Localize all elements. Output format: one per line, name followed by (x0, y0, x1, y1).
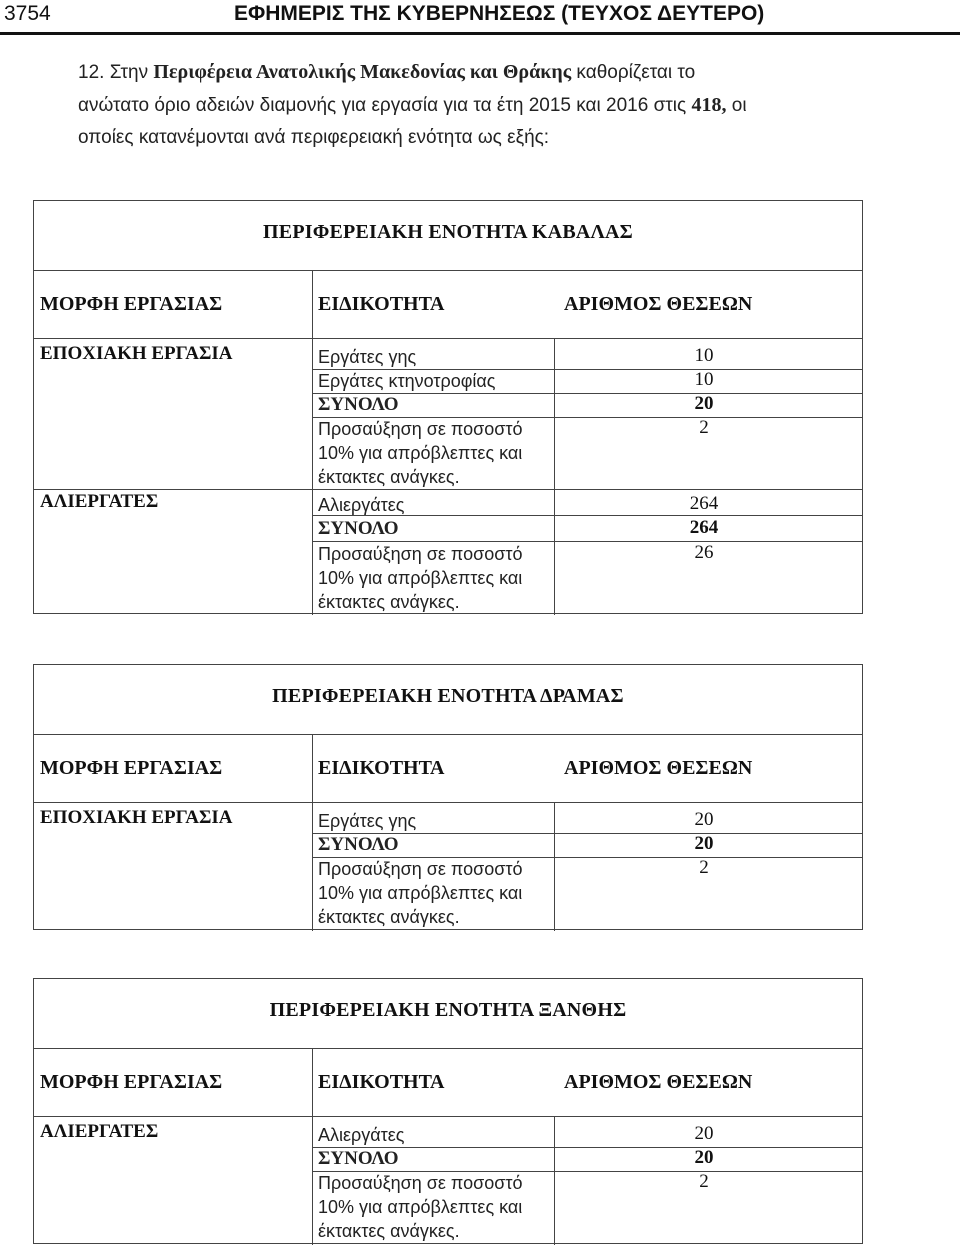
positions-cell: 10 (694, 369, 714, 390)
increase-line: 10% για απρόβλεπτες και (318, 443, 523, 463)
specialty-cell: Αλιεργάτες (318, 1125, 405, 1145)
increase-line: έκτακτες ανάγκες. (318, 1221, 460, 1241)
intro-text: οι (726, 95, 747, 116)
increase-label (318, 542, 550, 614)
page-number: 3754 (4, 2, 51, 25)
region-name: Περιφέρεια Ανατολικής Μακεδονίας και Θράκης (153, 61, 572, 83)
section-title-box (33, 200, 863, 270)
intro-text: 12. Στην (78, 62, 154, 83)
column-divider (312, 735, 313, 802)
increase-value: 2 (699, 417, 709, 438)
section-title-box (33, 664, 863, 734)
positions-cell: 264 (689, 493, 719, 514)
increase-label (318, 1171, 550, 1243)
increase-line: Προσαύξηση σε ποσοστό (318, 859, 523, 879)
total-value: 20 (694, 833, 714, 854)
journal-title: ΕΦΗΜΕΡΙΣ ΤΗΣ ΚΥΒΕΡΝΗΣΕΩΣ (ΤΕΥΧΟΣ ΔΕΥΤΕΡΟ) (234, 2, 765, 25)
col-header-positions: ΑΡΙΘΜΟΣ ΘΕΣΕΩΝ (564, 1071, 753, 1093)
total-value: 20 (694, 393, 714, 414)
col-header-specialty: ΕΙΔΙΚΟΤΗΤΑ (318, 293, 445, 315)
positions-cell: 20 (694, 809, 714, 830)
col-header-form: ΜΟΡΦΗ ΕΡΓΑΣΙΑΣ (40, 757, 223, 779)
total-label: ΣΥΝΟΛΟ (318, 834, 399, 855)
group-divider (34, 489, 862, 490)
intro-text: ανώτατο όριο αδειών διαμονής για εργασία για τα έτη 2015 και 2016 στις (78, 95, 692, 116)
section-body (33, 802, 863, 930)
increase-value: 2 (699, 1171, 709, 1192)
col-header-positions: ΑΡΙΘΜΟΣ ΘΕΣΕΩΝ (564, 293, 753, 315)
increase-line: έκτακτες ανάγκες. (318, 592, 460, 612)
specialty-cell: Αλιεργάτες (318, 495, 405, 515)
increase-line: έκτακτες ανάγκες. (318, 907, 460, 927)
increase-label (318, 417, 550, 489)
col-header-specialty: ΕΙΔΙΚΟΤΗΤΑ (318, 1071, 445, 1093)
row-divider (312, 515, 862, 516)
column-divider (312, 1049, 313, 1116)
column-divider (554, 803, 555, 931)
intro-line-3: οποίες κατανέμονται ανά περιφερειακή ενότητα ως εξής: (78, 127, 550, 148)
permit-limit: 418, (691, 94, 727, 116)
column-divider (554, 339, 555, 615)
increase-line: έκτακτες ανάγκες. (318, 467, 460, 487)
header-rule (0, 32, 960, 35)
section-kavala (33, 200, 863, 614)
work-form-seasonal: ΕΠΟΧΙΑΚΗ ΕΡΓΑΣΙΑ (40, 807, 233, 828)
increase-line: Προσαύξηση σε ποσοστό (318, 1173, 523, 1193)
total-value: 264 (689, 517, 719, 538)
column-headers (33, 734, 863, 802)
work-form-fishermen: ΑΛΙΕΡΓΑΤΕΣ (40, 491, 159, 512)
col-header-form: ΜΟΡΦΗ ΕΡΓΑΣΙΑΣ (40, 1071, 223, 1093)
increase-value: 26 (694, 542, 714, 563)
positions-cell: 10 (694, 345, 714, 366)
intro-text: καθορίζεται το (571, 62, 696, 83)
section-body (33, 1116, 863, 1244)
column-divider (312, 803, 313, 931)
specialty-cell: Εργάτες γης (318, 347, 417, 367)
increase-line: 10% για απρόβλεπτες και (318, 568, 523, 588)
section-title-box (33, 978, 863, 1048)
col-header-specialty: ΕΙΔΙΚΟΤΗΤΑ (318, 757, 445, 779)
increase-value: 2 (699, 857, 709, 878)
total-label: ΣΥΝΟΛΟ (318, 518, 399, 539)
increase-line: Προσαύξηση σε ποσοστό (318, 419, 523, 439)
increase-label (318, 857, 550, 929)
col-header-form: ΜΟΡΦΗ ΕΡΓΑΣΙΑΣ (40, 293, 223, 315)
total-label: ΣΥΝΟΛΟ (318, 394, 399, 415)
specialty-cell: Εργάτες κτηνοτροφίας (318, 371, 496, 391)
intro-line-2 (78, 89, 898, 122)
column-headers (33, 1048, 863, 1116)
section-title: ΠΕΡΙΦΕΡΕΙΑΚΗ ΕΝΟΤΗΤΑ ΔΡΑΜΑΣ (272, 685, 624, 707)
total-label: ΣΥΝΟΛΟ (318, 1148, 399, 1169)
column-divider (312, 1117, 313, 1245)
work-form-seasonal: ΕΠΟΧΙΑΚΗ ΕΡΓΑΣΙΑ (40, 343, 233, 364)
column-divider (312, 271, 313, 338)
section-drama (33, 664, 863, 930)
increase-line: 10% για απρόβλεπτες και (318, 883, 523, 903)
section-body (33, 338, 863, 614)
column-headers (33, 270, 863, 338)
total-value: 20 (694, 1147, 714, 1168)
specialty-cell: Εργάτες γης (318, 811, 417, 831)
section-xanthi (33, 978, 863, 1244)
page-header (0, 0, 960, 36)
intro-line-1 (78, 56, 898, 89)
positions-cell: 20 (694, 1123, 714, 1144)
section-title: ΠΕΡΙΦΕΡΕΙΑΚΗ ΕΝΟΤΗΤΑ ΚΑΒΑΛΑΣ (263, 221, 633, 243)
section-title: ΠΕΡΙΦΕΡΕΙΑΚΗ ΕΝΟΤΗΤΑ ΞΑΝΘΗΣ (269, 999, 627, 1021)
col-header-positions: ΑΡΙΘΜΟΣ ΘΕΣΕΩΝ (564, 757, 753, 779)
column-divider (554, 1117, 555, 1245)
column-divider (312, 339, 313, 615)
increase-line: Προσαύξηση σε ποσοστό (318, 544, 523, 564)
increase-line: 10% για απρόβλεπτες και (318, 1197, 523, 1217)
intro-paragraph (78, 56, 898, 154)
work-form-fishermen: ΑΛΙΕΡΓΑΤΕΣ (40, 1121, 159, 1142)
